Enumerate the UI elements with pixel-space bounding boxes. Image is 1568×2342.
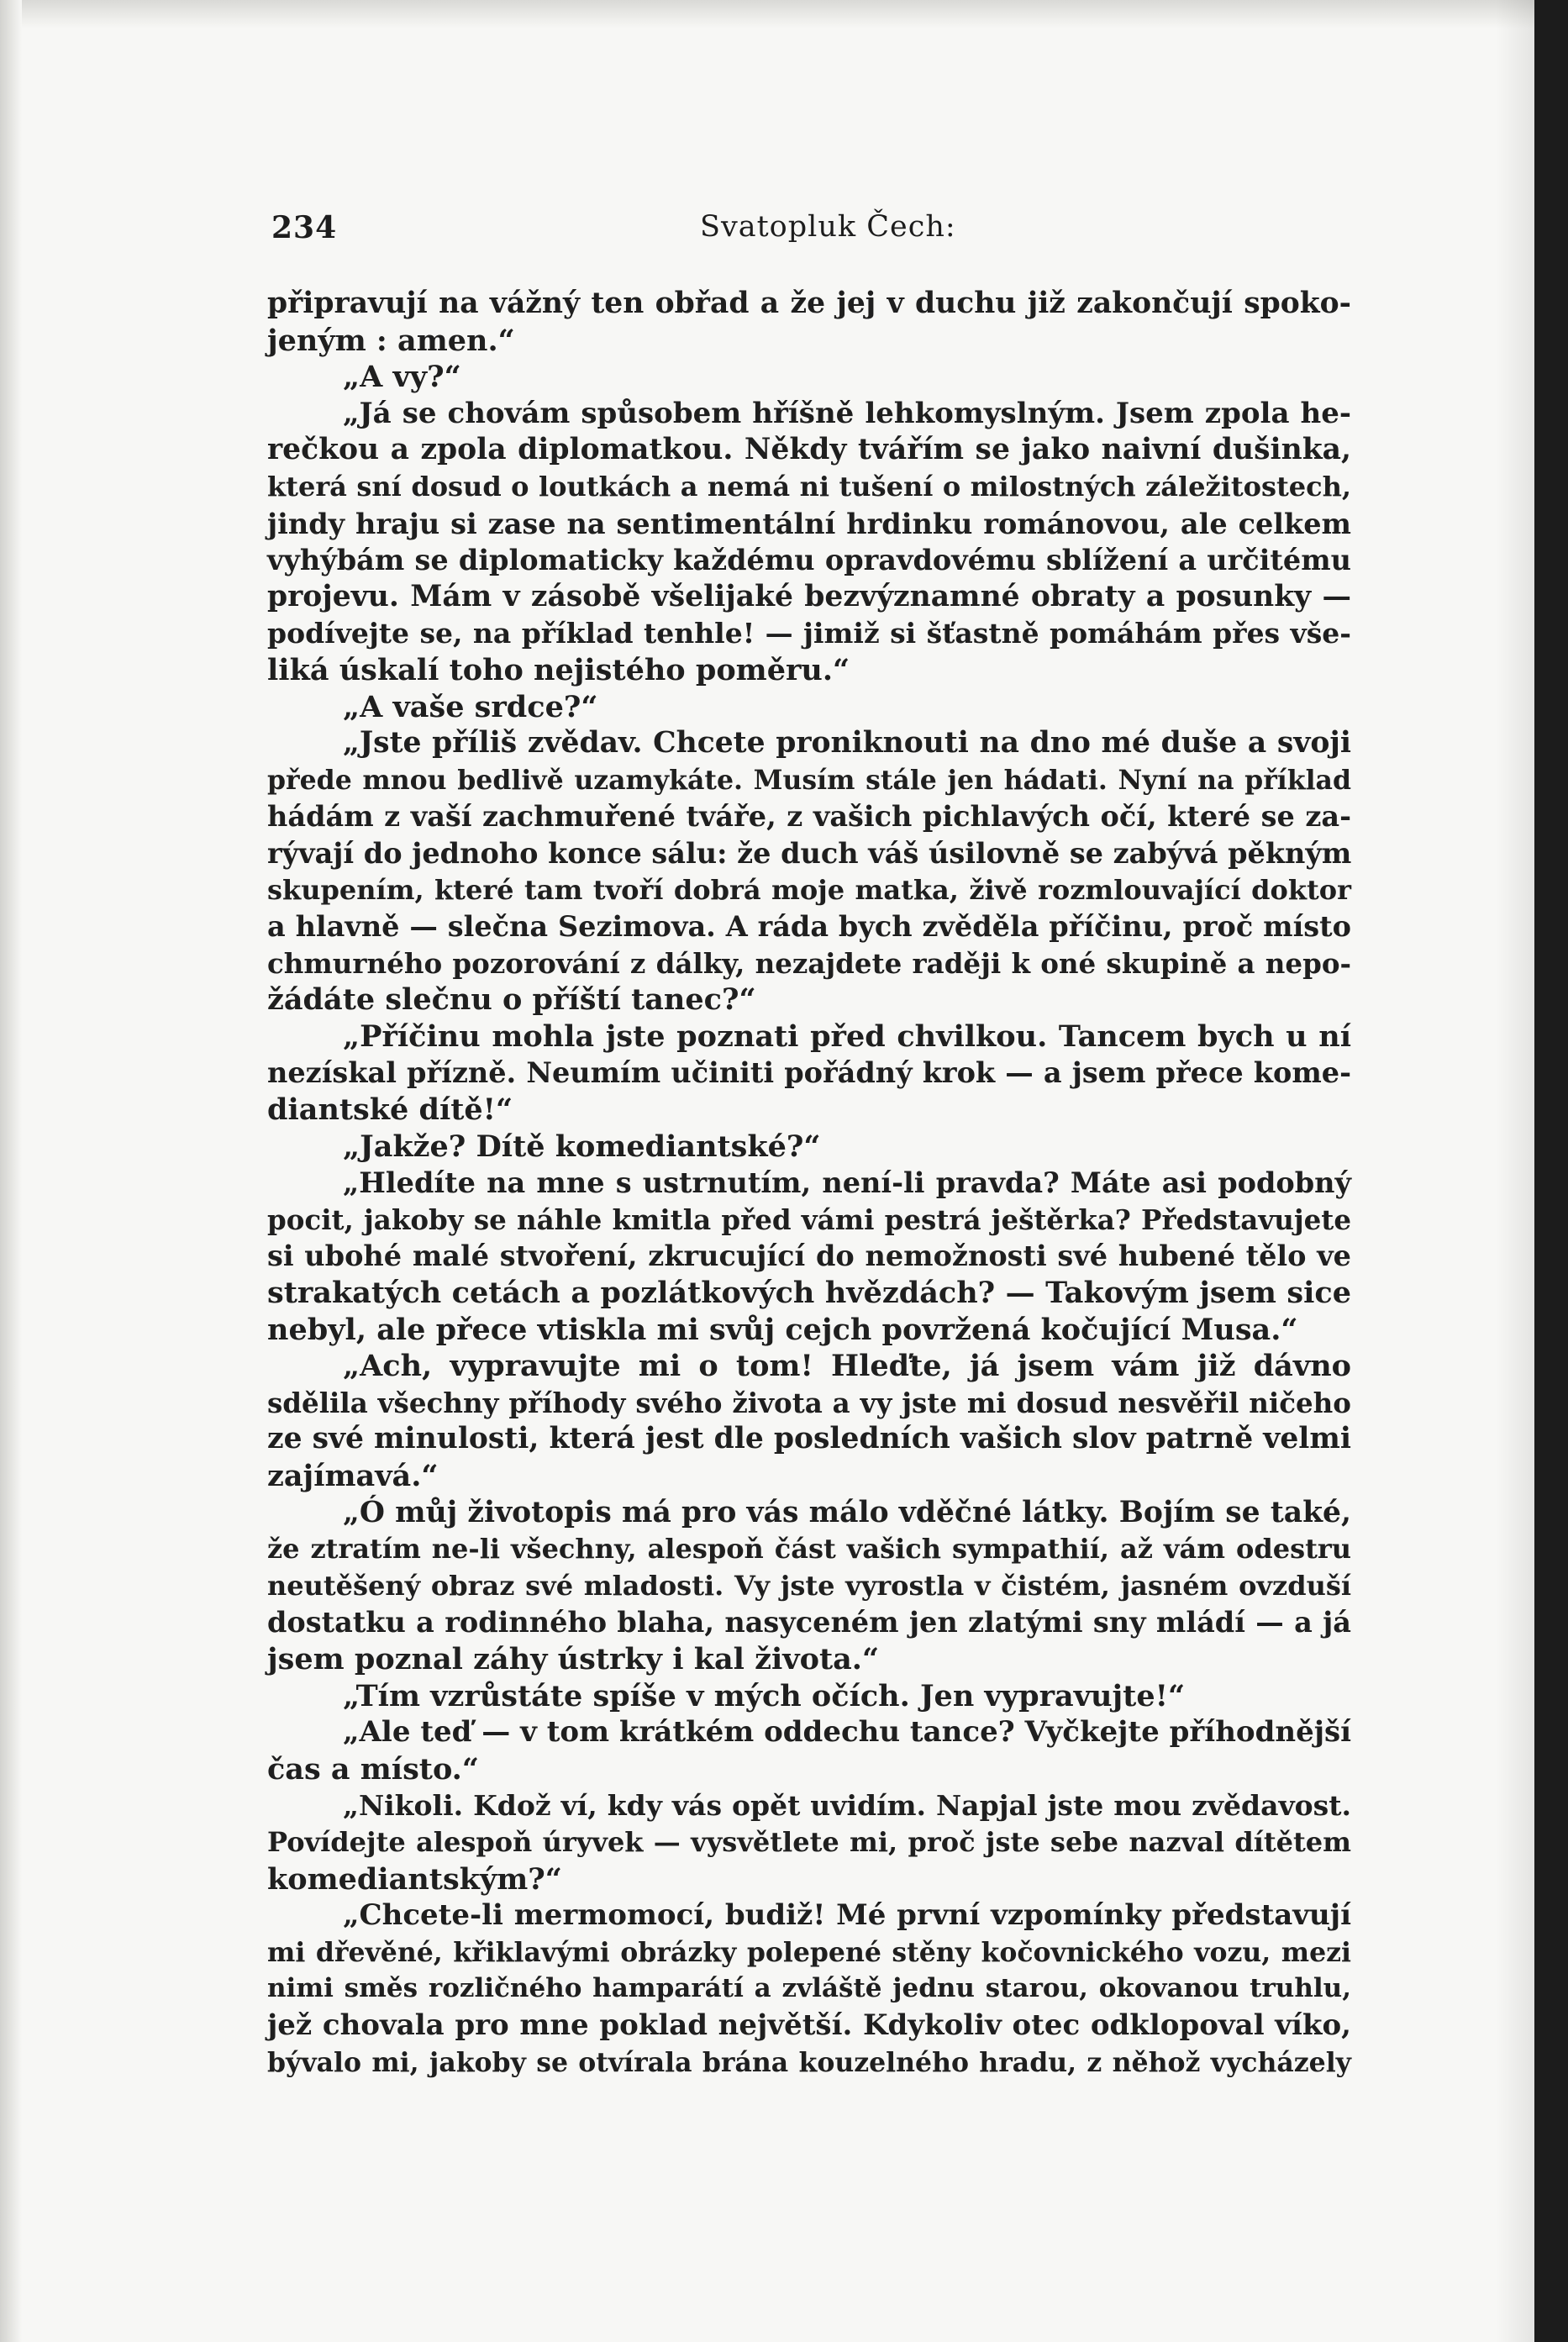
text-line: „Já se chovám spůsobem hříšně lehkomyslným. Jsem zpola he- [343, 396, 1351, 430]
text-line: strakatých cetách a pozlátkových hvězdách? — Takovým jsem sice [267, 1276, 1351, 1311]
text-line: zajímavá.“ [267, 1459, 439, 1493]
running-head: Svatopluk Čech: [700, 210, 956, 244]
text-line: dostatku a rodinného blaha, nasyceném jen zlatými sny mládí — a já [267, 1606, 1351, 1639]
text-line: žádáte slečnu o příští tanec?“ [267, 982, 756, 1018]
text-line: rývají do jednoho konce sálu: že duch váš úsilovně se zabývá pěkným [267, 836, 1352, 870]
text-line: projevu. Mám v zásobě všelijaké bezvýznamné obraty a posunky — [267, 579, 1351, 613]
text-line: připravují na vážný ten obřad a že jej v duchu již zakončují spoko- [267, 287, 1351, 320]
text-line: „Ach, vypravujte mi o tom! Hleďte, já jsem vám již dávno [343, 1349, 1351, 1384]
text-line: a hlavně — slečna Sezimova. A ráda bych zvěděla příčinu, proč místo [267, 910, 1351, 944]
text-line: „Hledíte na mne s ustrnutím, není-li pravda? Máte asi podobný [343, 1166, 1351, 1200]
text-line: rečkou a zpola diplomatkou. Někdy tvářím se jako naivní dušinka, [267, 433, 1351, 467]
page-header [271, 202, 1347, 261]
text-line: „Chcete-li mermomocí, budiž! Mé první vzpomínky představují [343, 1898, 1351, 1933]
text-line: jsem poznal záhy ústrky i kal života.“ [267, 1641, 880, 1676]
text-line: „Jste příliš zvědav. Chcete proniknouti na dno mé duše a svoji [343, 726, 1351, 760]
text-line: „Jakže? Dítě komediantské?“ [343, 1129, 821, 1164]
text-line: neutěšený obraz své mladosti. Vy jste vyrostla v čistém, jasném ovzduší [267, 1569, 1351, 1602]
text-line: která sní dosud o loutkách a nemá ni tušení o milostných záležitostech, [267, 470, 1351, 503]
text-line: „A vaše srdce?“ [343, 689, 598, 724]
scan-dark-border [1534, 0, 1568, 2342]
text-line: „Příčinu mohla jste poznati před chvilkou. Tancem bych u ní [343, 1018, 1351, 1054]
text-line: „Ó můj životopis má pro vás málo vděčné látky. Bojím se také, [343, 1495, 1351, 1529]
text-line: mi dřevěné, křiklavými obrázky polepené stěny kočovnického vozu, mezi [267, 1936, 1351, 1968]
body-text [267, 286, 1351, 2081]
text-line: hádám z vaší zachmuřené tváře, z vašich pichlavých očí, které se za- [267, 800, 1351, 834]
text-line: skupením, které tam tvoří dobrá moje matka, živě rozmlouvající doktor [267, 873, 1351, 906]
text-line: vyhýbám se diplomaticky každému opravdovému sblížení a určitému [267, 544, 1351, 577]
text-line: nezískal přízně. Neumím učiniti pořádný krok — a jsem přece kome- [267, 1056, 1351, 1090]
text-line: jež chovala pro mne poklad největší. Kdykoliv otec odklopoval víko, [267, 2008, 1351, 2042]
page-top-edge [0, 0, 1568, 29]
gutter-shadow [1496, 0, 1534, 2342]
text-line: ze své minulosti, která jest dle posledních vašich slov patrně velmi [267, 1422, 1351, 1456]
text-line: nimi směs rozličného hamparátí a zvláště jednu starou, okovanou truhlu, [267, 1973, 1351, 2004]
text-line: „Tím vzrůstáte spíše v mých očích. Jen vypravujte!“ [343, 1678, 1186, 1713]
text-line: že ztratím ne-li všechny, alespoň část vašich sympathií, až vám odestru [267, 1533, 1351, 1566]
text-line: „A vy?“ [343, 360, 461, 395]
text-line: komediantským?“ [267, 1861, 562, 1897]
text-line: čas a místo.“ [267, 1751, 479, 1787]
page-number: 234 [271, 210, 338, 245]
text-line: „Nikoli. Kdož ví, kdy vás opět uvidím. Napjal jste mou zvědavost. [343, 1789, 1351, 1823]
text-line: jindy hraju si zase na sentimentální hrdinku románovou, ale celkem [267, 507, 1351, 540]
text-line: sdělila všechny příhody svého života a vy jste mi dosud nesvěřil ničeho [267, 1386, 1351, 1419]
text-line: pocit, jakoby se náhle kmitla před vámi pestrá ještěrka? Představujete [267, 1203, 1351, 1236]
text-line: jeným : amen.“ [267, 323, 515, 358]
text-line: liká úskalí toho nejistého poměru.“ [267, 652, 850, 687]
page-left-edge [0, 0, 22, 2342]
text-line: diantské dítě!“ [267, 1092, 513, 1128]
text-line: „Ale teď — v tom krátkém oddechu tance? Vyčkejte příhodnější [343, 1715, 1352, 1750]
text-line: Povídejte alespoň úryvek — vysvětlete mi, proč jste sebe nazval dítětem [267, 1825, 1351, 1858]
text-line: si ubohé malé stvoření, zkrucující do nemožnosti své hubené tělo ve [267, 1239, 1351, 1273]
text-line: bývalo mi, jakoby se otvírala brána kouzelného hradu, z něhož vycházely [267, 2046, 1351, 2078]
text-line: přede mnou bedlivě uzamykáte. Musím stále jen hádati. Nyní na příklad [267, 764, 1351, 796]
text-line: chmurného pozorování z dálky, nezajdete raději k oné skupině a nepo- [267, 946, 1351, 980]
text-line: podívejte se, na příklad tenhle! — jimiž si šťastně pomáhám přes vše- [267, 617, 1351, 650]
text-line: nebyl, ale přece vtiskla mi svůj cejch povržená kočující Musa.“ [267, 1312, 1298, 1347]
